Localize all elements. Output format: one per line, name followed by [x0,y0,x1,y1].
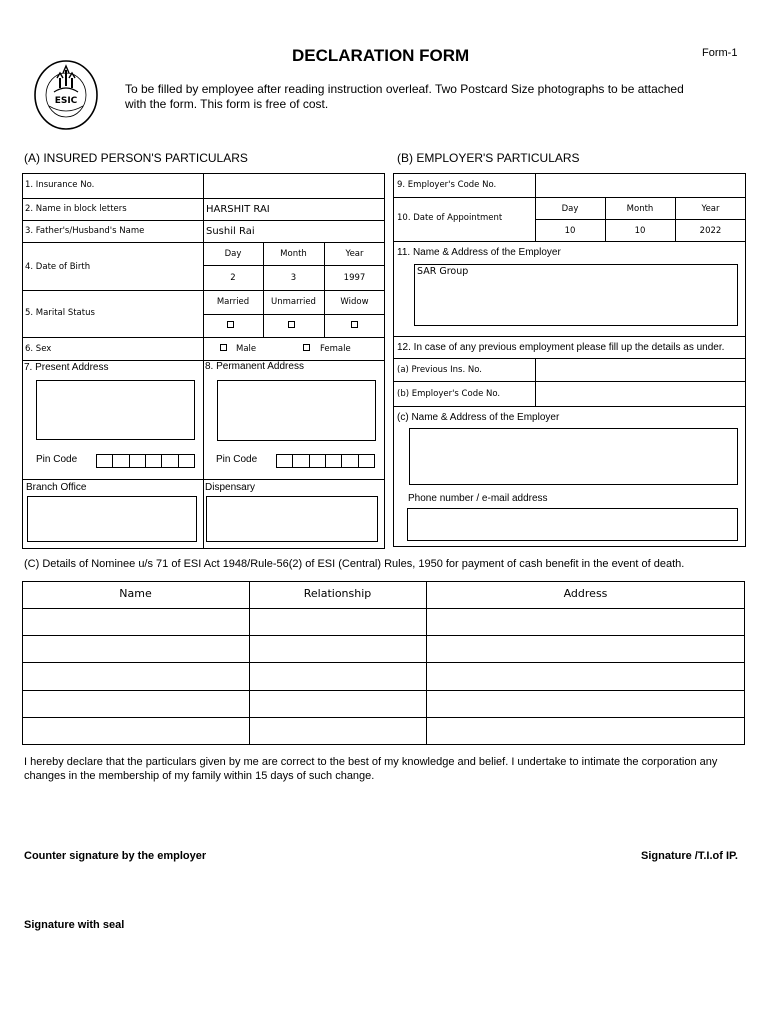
previous-employer-label: (c) Name & Address of the Employer [397,412,560,423]
table-row[interactable] [23,609,744,635]
declaration-line-1: I hereby declare that the particulars given by me are correct to the best of my knowledge and belief. I undertake to intimate the corporation any [24,756,718,768]
present-pin-field[interactable] [96,454,195,468]
appt-year-field[interactable]: 2022 [699,226,722,236]
male-label: Male [236,344,257,354]
previous-ins-label: (a) Previous Ins. No. [397,365,483,375]
name-label: 2. Name in block letters [25,204,127,214]
permanent-address-label: 8. Permanent Address [205,361,304,372]
marital-status-label: 5. Marital Status [25,308,95,318]
permanent-pin-field[interactable] [276,454,375,468]
father-name-label: 3. Father's/Husband's Name [25,226,145,236]
appt-month-field[interactable]: 10 [634,226,646,236]
married-checkbox[interactable] [227,321,234,328]
employer-code-label: 9. Employer's Code No. [397,180,497,190]
nominee-relationship-header: Relationship [303,587,372,600]
esic-logo [33,58,99,132]
form-title: DECLARATION FORM [292,46,470,65]
table-row[interactable] [23,636,744,662]
counter-signature-label: Counter signature by the employer [24,850,207,862]
dispensary-field[interactable] [206,496,378,542]
dob-month-field[interactable]: 3 [290,273,297,283]
table-row[interactable] [23,718,744,744]
present-address-field[interactable] [36,380,195,440]
branch-office-label: Branch Office [26,482,87,493]
dob-label: 4. Date of Birth [25,262,91,272]
female-checkbox[interactable] [303,344,310,351]
dispensary-label: Dispensary [205,482,256,493]
appt-month-header: Month [626,204,654,214]
phone-email-field[interactable] [407,508,738,541]
marital-married-label: Married [216,297,250,307]
branch-office-field[interactable] [27,496,197,542]
widow-checkbox[interactable] [351,321,358,328]
female-label: Female [320,344,351,354]
previous-employment-label: 12. In case of any previous employment please fill up the details as under. [397,342,725,353]
name-field[interactable]: HARSHIT RAI [206,204,270,215]
declaration-line-2: changes in the membership of my family within 15 days of such change. [24,770,375,782]
male-checkbox[interactable] [220,344,227,351]
section-c-title: (C) Details of Nominee u/s 71 of ESI Act 1948/Rule-56(2) of ESI (Central) Rules, 1950 for payment of cash benefit in the event of death. [24,558,685,570]
sex-label: 6. Sex [25,344,52,354]
appt-day-field[interactable]: 10 [564,226,576,236]
employer-name-label: 11. Name & Address of the Employer [397,247,561,258]
intro-line-2: with the form. This form is free of cost. [125,97,329,111]
phone-email-label: Phone number / e-mail address [408,493,548,504]
permanent-pin-label: Pin Code [216,454,258,465]
present-address-label: 7. Present Address [24,362,109,373]
table-row[interactable] [23,691,744,717]
table-row[interactable] [23,663,744,690]
permanent-address-field[interactable] [217,380,376,441]
intro-line-1: To be filled by employee after reading instruction overleaf. Two Postcard Size photographs to be attached [125,82,684,96]
form-number: Form-1 [702,47,738,59]
previous-employer-field[interactable] [409,428,738,485]
dob-year-header: Year [345,249,364,259]
previous-employer-code-label: (b) Employer's Code No. [397,389,501,399]
insurance-no-label: 1. Insurance No. [25,180,95,190]
nominee-name-header: Name [119,587,152,600]
dob-day-header: Day [224,249,242,259]
present-pin-label: Pin Code [36,454,78,465]
ip-signature-label: Signature /T.I.of IP. [641,850,738,862]
dob-day-field[interactable]: 2 [230,273,236,283]
marital-unmarried-label: Unmarried [271,297,316,307]
nominee-address-header: Address [563,587,608,600]
appt-year-header: Year [701,204,720,214]
logo-text: ESIC [54,96,78,106]
father-name-field[interactable]: Sushil Rai [206,226,255,237]
dob-month-header: Month [280,249,307,259]
marital-widow-label: Widow [340,297,369,307]
unmarried-checkbox[interactable] [288,321,295,328]
section-b-title: (B) EMPLOYER'S PARTICULARS [397,151,580,165]
appt-day-header: Day [561,204,579,214]
signature-seal-label: Signature with seal [24,919,125,931]
employer-name-value: SAR Group [417,266,469,277]
appointment-date-label: 10. Date of Appointment [397,213,503,223]
dob-year-field[interactable]: 1997 [343,273,366,283]
section-a-title: (A) INSURED PERSON'S PARTICULARS [24,151,248,165]
